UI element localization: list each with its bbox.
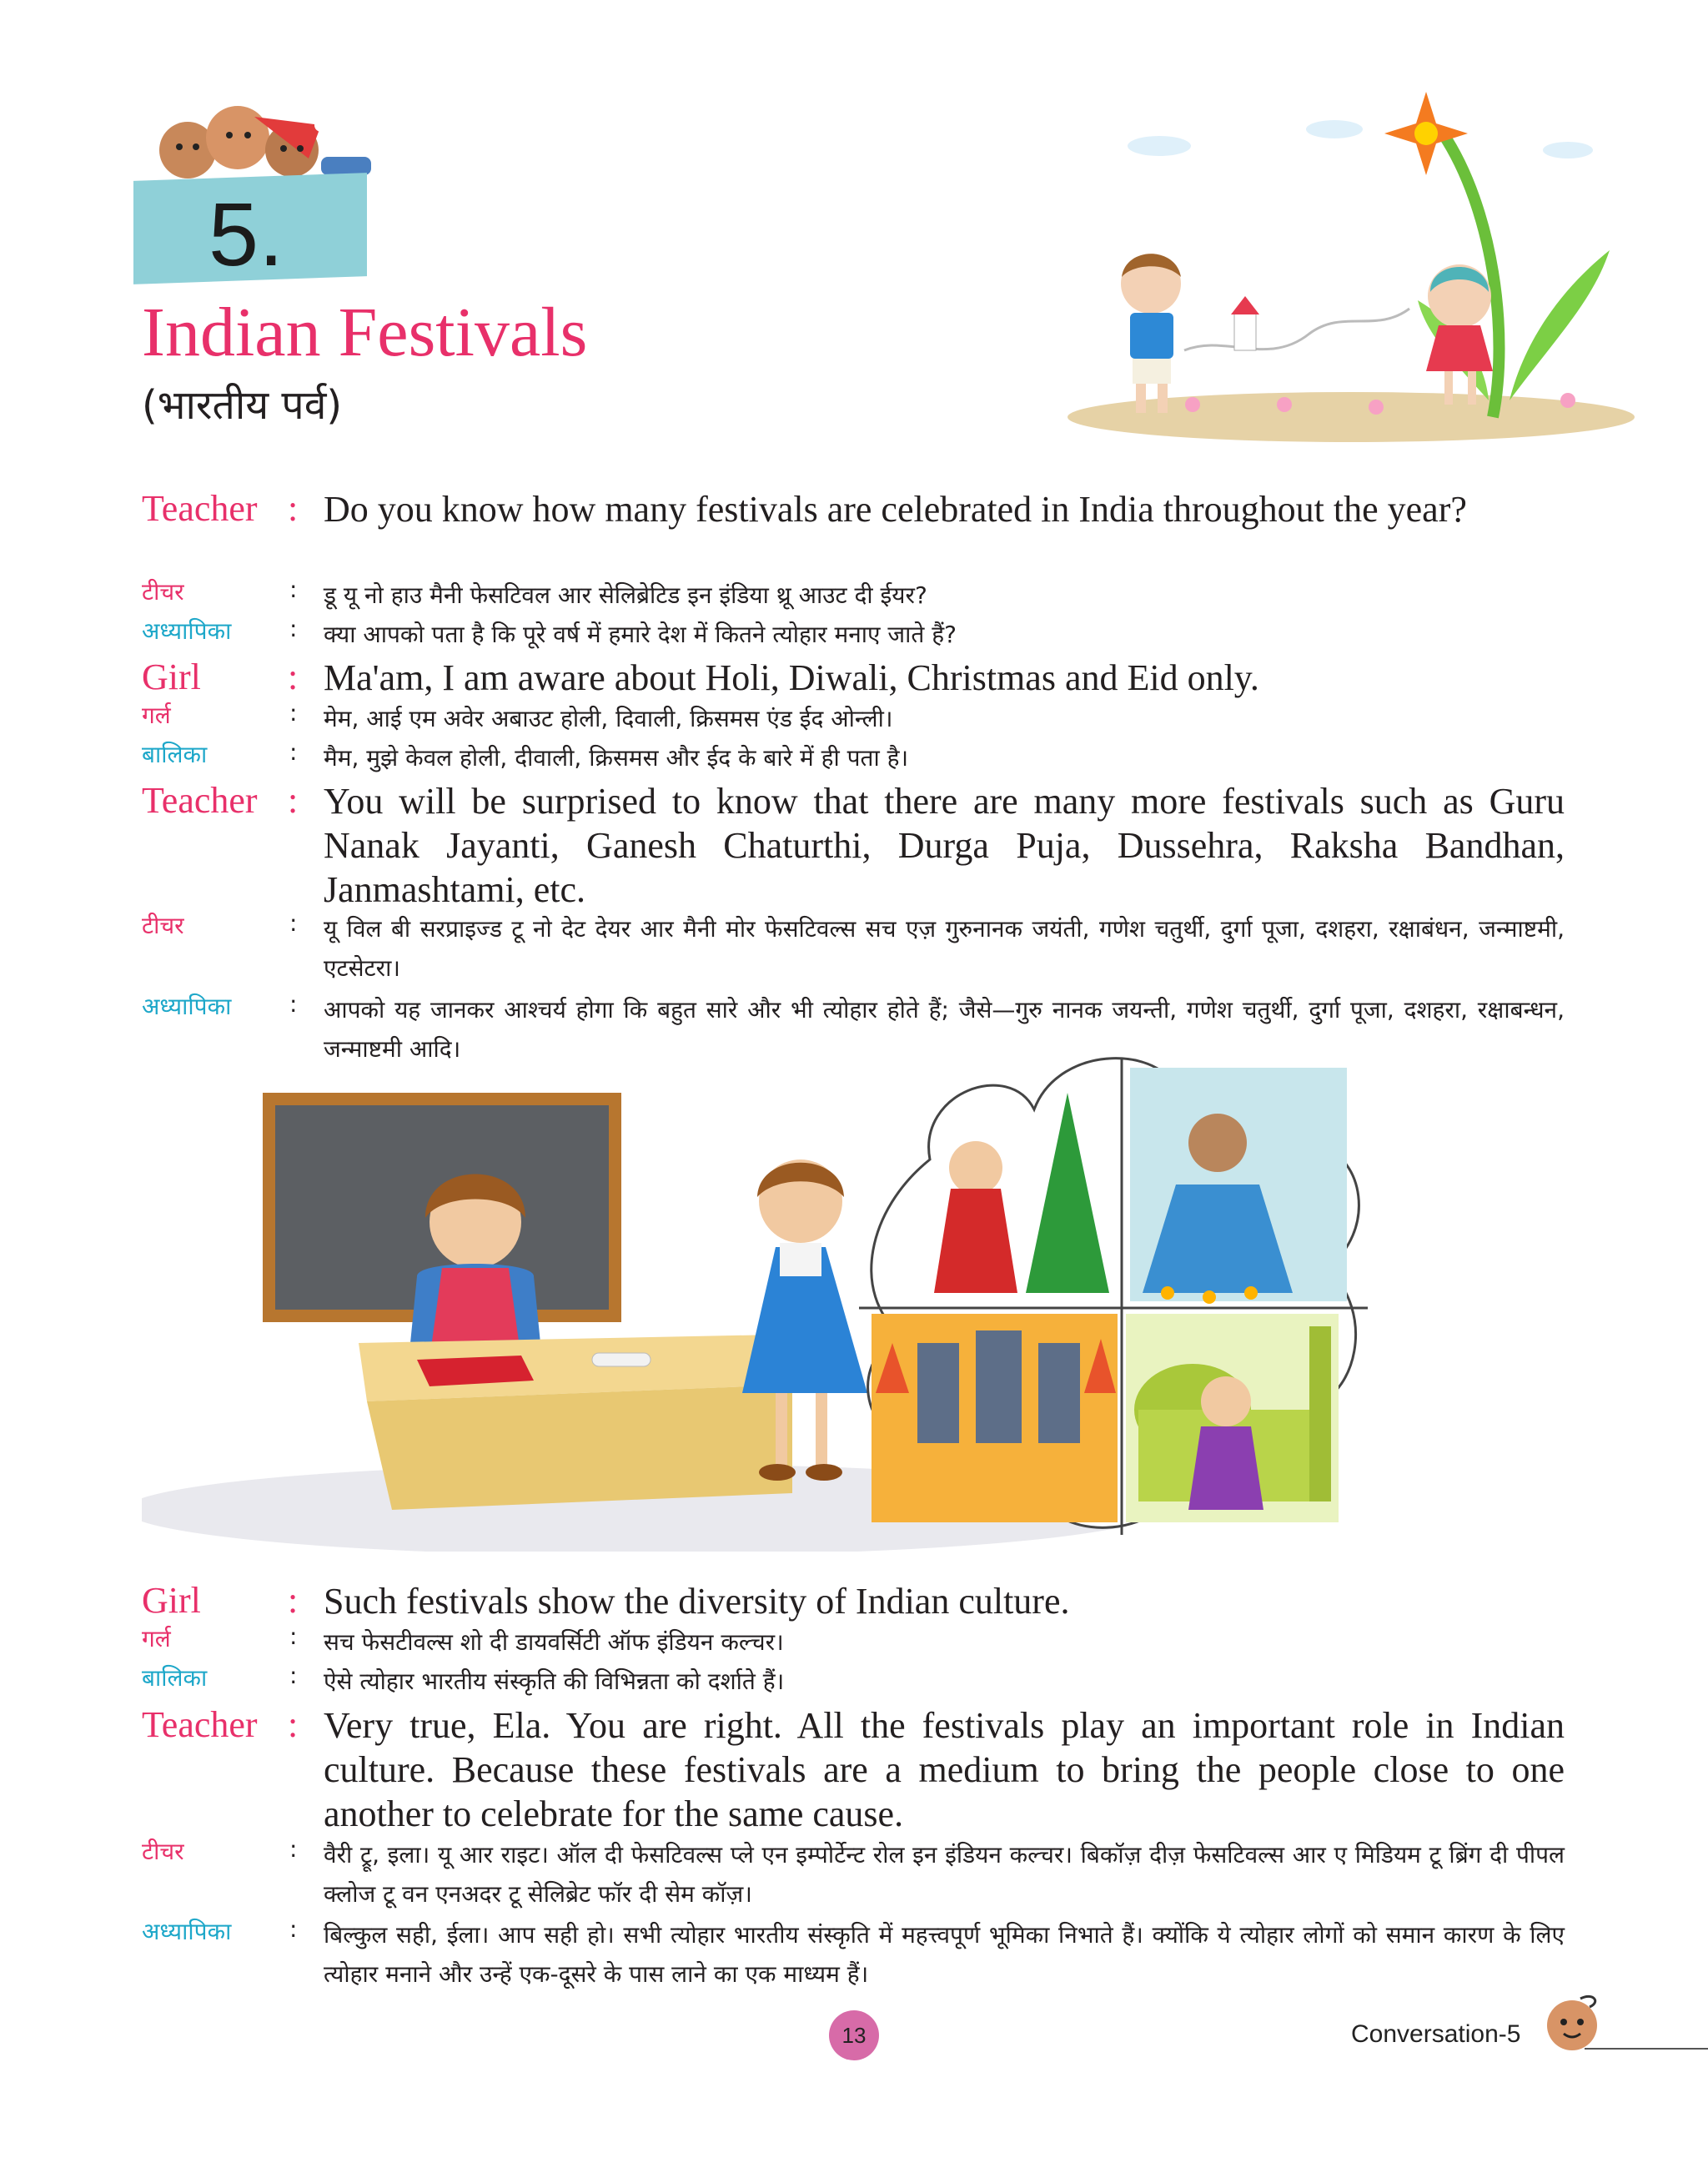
dialogue-text-english: Ma'am, I am aware about Holi, Diwali, Christmas and Eid only. — [324, 657, 1259, 698]
speaker-label-hindi: बालिका — [142, 741, 208, 768]
separator: : — [289, 699, 298, 727]
speaker-label-pronunciation: टीचर — [142, 578, 184, 606]
speaker-label-hindi: अध्यापिका — [142, 993, 232, 1020]
section-label: Conversation-5 — [1351, 2020, 1521, 2048]
separator: : — [288, 1580, 299, 1621]
dialogue-text-hindi: मैम, मुझे केवल होली, दीवाली, क्रिसमस और ईद के बारे में ही पता है। — [324, 744, 909, 772]
dialogue-text-hindi: बिल्कुल सही, ईला। आप सही हो। सभी त्योहार भारतीय संस्कृति में महत्त्वपूर्ण भूमिका निभाते हैं। क्योंकि ये त्योहार लोगों को समान कारण के लिए त्योहार मनाने और उन्हें एक-दूसरे के पास लाने का एक माध्यम हैं। — [324, 1921, 1565, 1988]
dialogue-text-english: Such festivals show the diversity of Indian culture. — [324, 1581, 1070, 1622]
speaker-label: Teacher — [142, 1704, 258, 1745]
dialogue-text-pronunciation: सच फेसटीवल्स शो दी डायवर्सिटी ऑफ इंडियन कल्चर। — [324, 1628, 784, 1656]
speaker-label-hindi: अध्यापिका — [142, 617, 232, 645]
separator: : — [288, 780, 299, 821]
separator: : — [289, 909, 298, 937]
dialogue-text-hindi: आपको यह जानकर आश्चर्य होगा कि बहुत सारे और भी त्योहार होते हैं; जैसे—गुरु नानक जयन्ती, गणेश चतुर्थी, दुर्गा पूजा, दशहरा, रक्षाबन्धन, जन्माष्टमी आदि। — [324, 996, 1565, 1063]
separator: : — [289, 1622, 298, 1650]
kids-flower-illustration — [1059, 83, 1643, 450]
separator: : — [289, 1835, 298, 1863]
dialogue-text-hindi: ऐसे त्योहार भारतीय संस्कृति की विभिन्नता को दर्शाते हैं। — [324, 1667, 785, 1695]
dialogue-text-english: Very true, Ela. You are right. All the festivals play an important role in Indian culture. Because these festivals are a medium to bring the people close to one another to celebrate for the same cause. — [324, 1705, 1565, 1834]
speaker-label-pronunciation: गर्ल — [142, 1625, 171, 1652]
speaker-label: Girl — [142, 1580, 201, 1621]
footer-divider — [1585, 2048, 1708, 2050]
dialogue-text-english: Do you know how many festivals are celebrated in India throughout the year? — [324, 489, 1467, 530]
speaker-label: Teacher — [142, 488, 258, 529]
separator: : — [288, 656, 299, 697]
separator: : — [289, 1662, 298, 1689]
chapter-title: Indian Festivals — [142, 294, 588, 371]
speaker-label-hindi: अध्यापिका — [142, 1918, 232, 1945]
separator: : — [288, 488, 299, 529]
speaker-label-pronunciation: गर्ल — [142, 702, 171, 729]
speaker-label-pronunciation: टीचर — [142, 1838, 184, 1865]
speaker-label-pronunciation: टीचर — [142, 912, 184, 939]
speaker-label-hindi: बालिका — [142, 1664, 208, 1692]
separator: : — [289, 1915, 298, 1943]
dialogue-text-hindi: क्या आपको पता है कि पूरे वर्ष में हमारे देश में कितने त्योहार मनाए जाते हैं? — [324, 621, 957, 648]
speaker-label: Girl — [142, 656, 201, 697]
dialogue-text-pronunciation: यू विल बी सरप्राइज्ड टू नो देट देयर आर मैनी मोर फेसटिवल्स सच एज़ गुरुनानक जयंती, गणेश चतुर्थी, दुर्गा पूजा, दशहरा, रक्षाबंधन, जन्माष्टमी, एटसेटरा। — [324, 915, 1565, 982]
separator: : — [289, 738, 298, 766]
classroom-festival-illustration — [142, 1043, 1518, 1552]
dialogue-text-pronunciation: मेम, आई एम अवेर अबाउट होली, दिवाली, क्रिसमस एंड ईद ओन्ली। — [324, 705, 893, 732]
speaker-label: Teacher — [142, 780, 258, 821]
separator: : — [289, 615, 298, 642]
separator: : — [289, 576, 298, 603]
chapter-number: 5. — [208, 184, 284, 284]
page-number: 13 — [841, 2023, 867, 2048]
separator: : — [289, 990, 298, 1018]
dialogue-text-english: You will be surprised to know that there are many more festivals such as Guru Nanak Jayanti, Ganesh Chaturthi, Durga Puja, Dussehra, Raksha Bandhan, Janmashtami, etc. — [324, 781, 1565, 910]
chapter-subtitle: (भारतीय पर्व) — [142, 382, 343, 429]
dialogue-text-pronunciation: वैरी ट्रू, इला। यू आर राइट। ऑल दी फेसटिवल्स प्ले एन इम्पोर्टेन्ट रोल इन इंडियन कल्चर। बिकॉज़ दीज़ फेसटिवल्स आर ए मिडियम टू ब्रिंग दी पीपल क्लोज टू वन एनअदर टू सेलिब्रेट फॉर दी सेम कॉज़। — [324, 1841, 1565, 1908]
separator: : — [288, 1704, 299, 1745]
dialogue-text-pronunciation: डू यू नो हाउ मैनी फेसटिवल आर सेलिब्रेटिड इन इंडिया थ्रू आउट दी ईयर? — [324, 581, 927, 609]
